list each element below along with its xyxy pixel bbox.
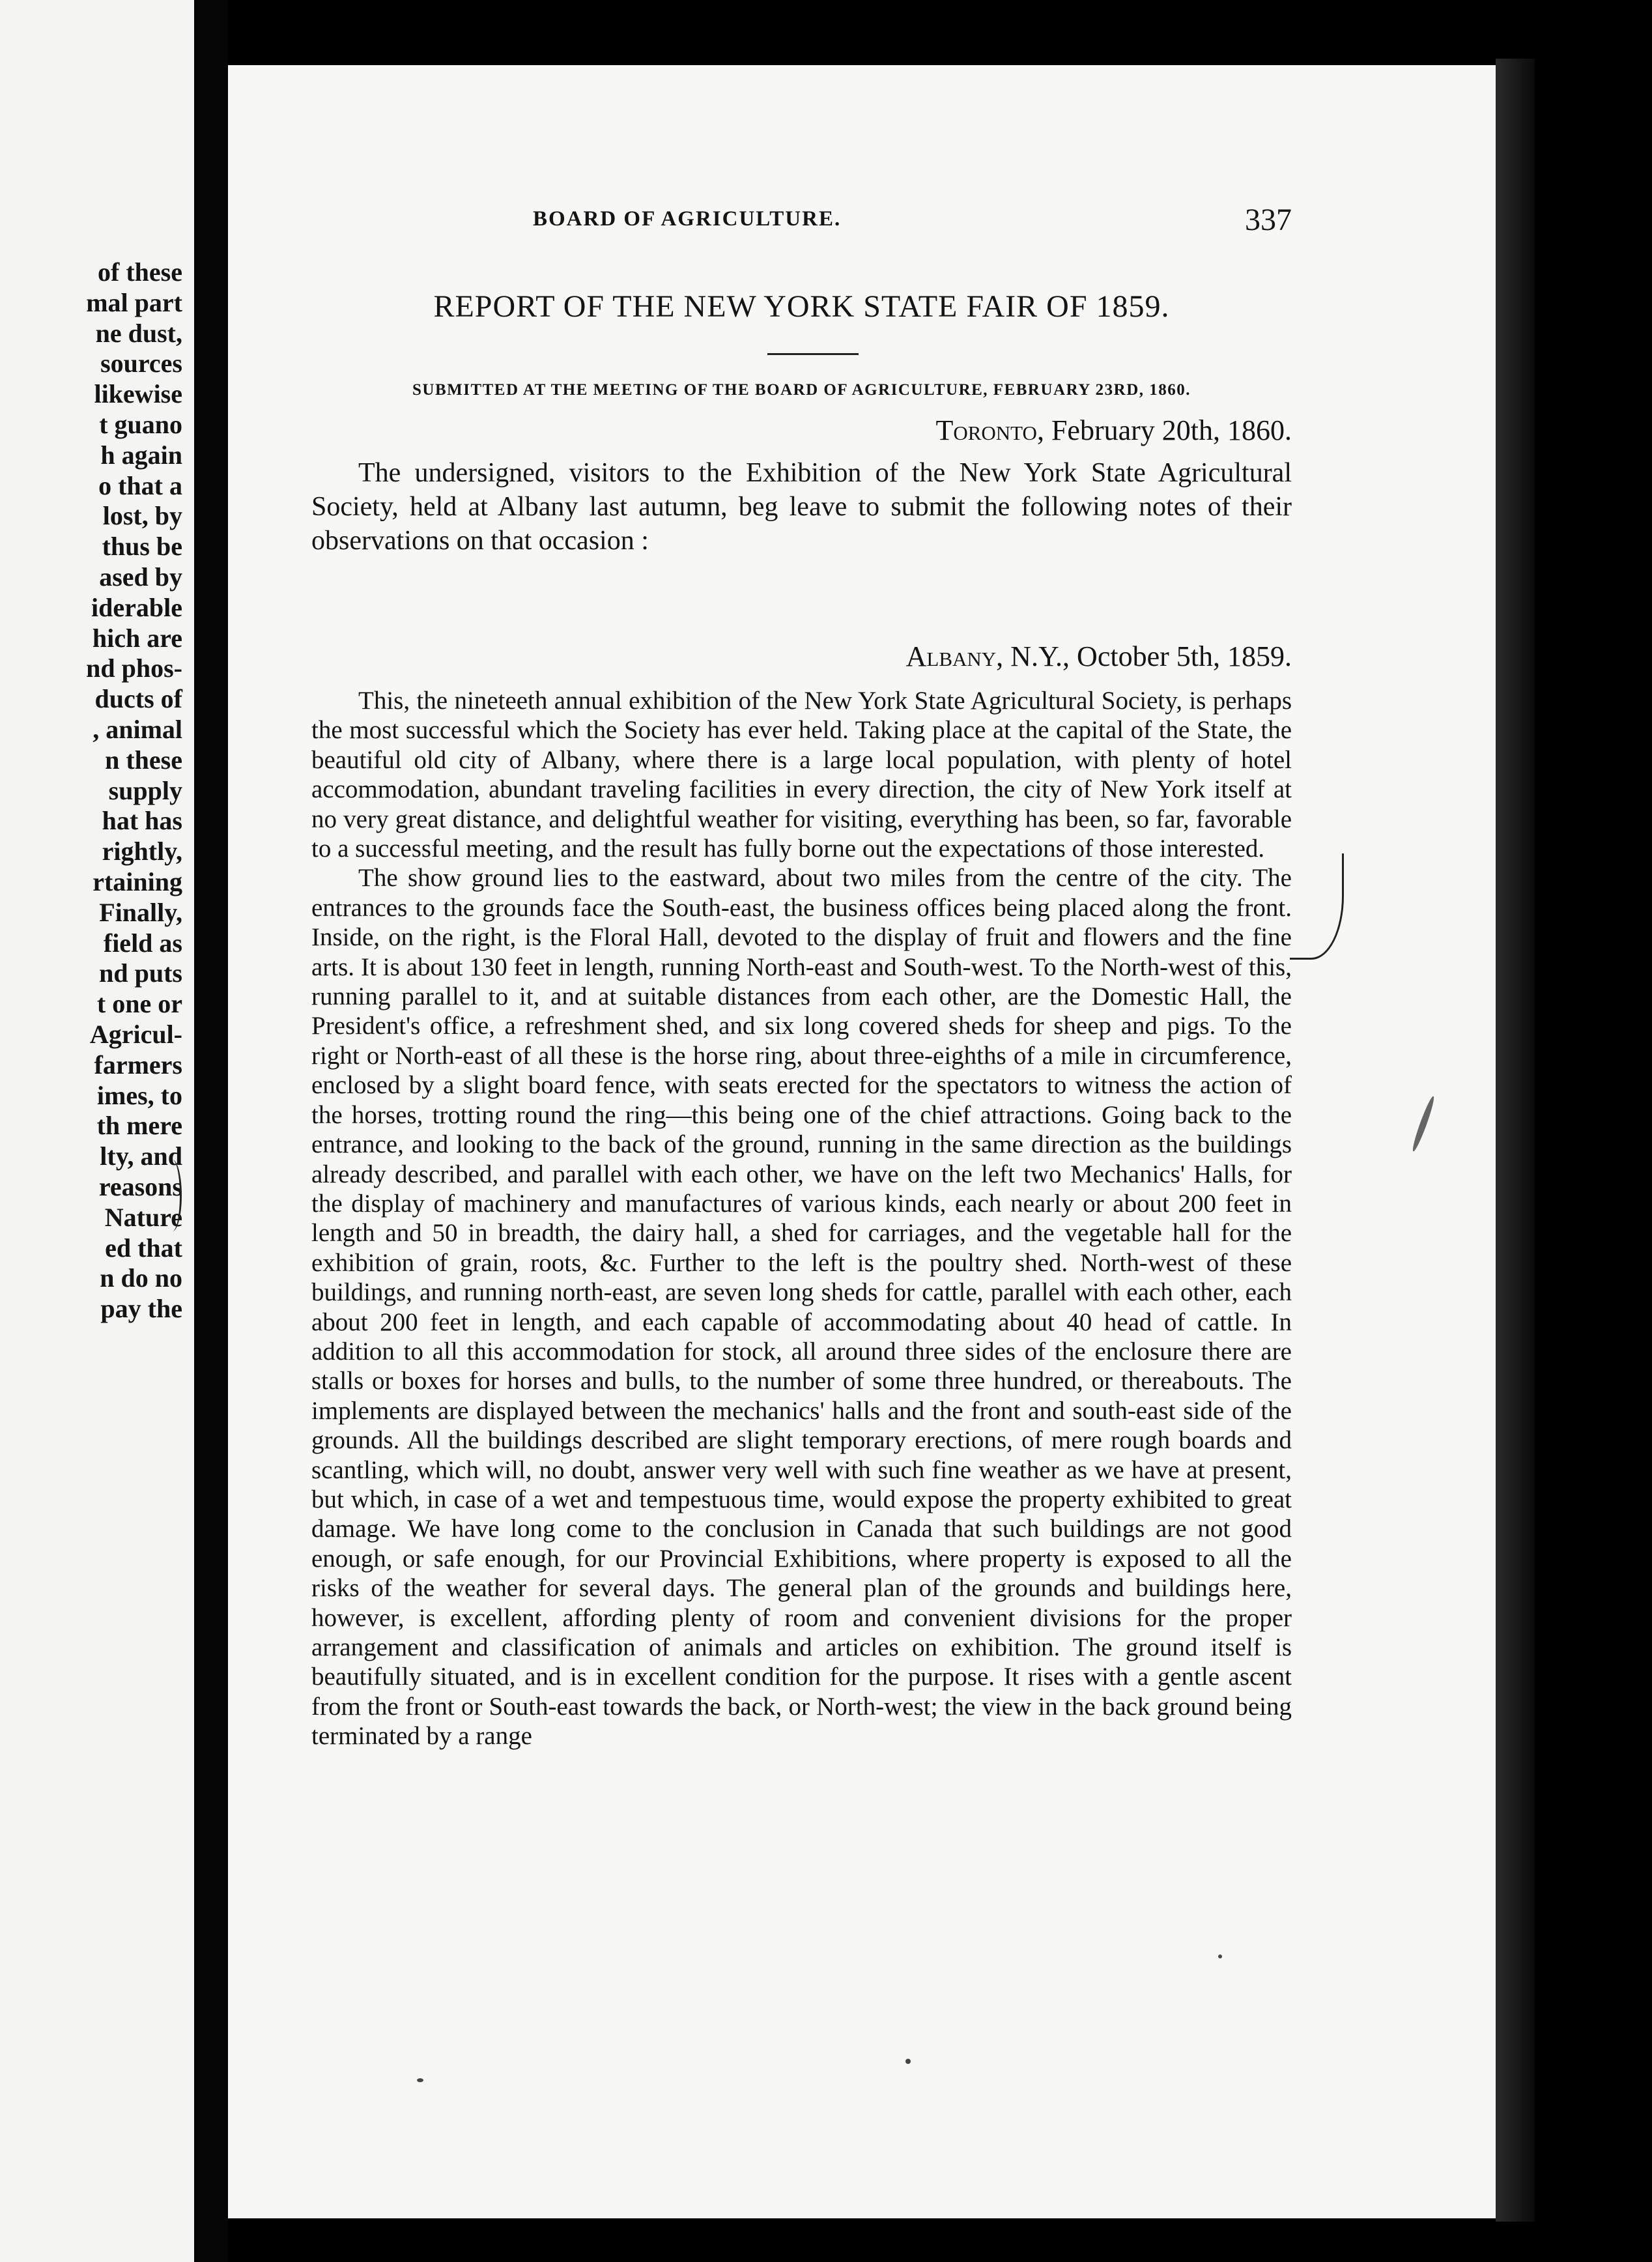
dateline-toronto: [935, 414, 1292, 447]
intro-text: The undersigned, visitors to the Exhibition of the New York State Agricultural Society, held at Albany last autumn, beg leave to submit the following notes of their observations on that occasion :: [311, 458, 1292, 556]
paragraph: This, the nineteeth annual exhibition of the New York State Agricultural Society, is perhaps the most successful which the Society has ever held. Taking place at the capital of the State, the beautiful old city of Albany, where there is a large local population, with plenty of hotel accommodation, abundant traveling facilities in every direction, the city of New York itself at no very great distance, and delightful weather for visiting, everything has been, so far, favorable to a successful meeting, and the result has fully borne out the expectations of those interested.: [311, 687, 1292, 863]
paragraph: The show ground lies to the eastward, about two miles from the centre of the city. The entrances to the grounds face the South-east, the business offices being placed along the front. Inside, on the right, is the Floral Hall, devoted to the display of fruit and flowers and the fine arts. It is about 130 feet in length, running North-east and South-west. To the North-west of this, running parallel to it, and at suitable distances from each other, are the Domestic Hall, the President's office, a refreshment shed, and six long covered sheds for sheep and pigs. To the right or North-east of all these is the horse ring, about three-eighths of a mile in circumference, enclosed by a slight board fence, with seats erected for the spectators to witness the action of the horses, trotting round the ring—this being one of the chief attractions. Going back to the entrance, and looking to the back of the ground, running in the same direction as the buildings already described, and parallel with each other, we have on the left two Mechanics' Halls, for the display of machinery and manufactures of various kinds, each nearly or about 200 feet in length and 50 in breadth, the dairy hall, a shed for carriages, and the vegetable hall for the exhibition of grain, roots, &c. Further to the left is the poultry shed. North-west of these buildings, and running north-east, are seven long sheds for cattle, parallel with each other, each about 200 feet in length, and each capable of accommodating about 40 head of cattle. In addition to all this accommodation for stock, all around three sides of the enclosure there are stalls or boxes for horses and bulls, to the number of some three hundred, or thereabouts. The implements are displayed between the mechanics' halls and the front and south-east side of the grounds. All the buildings described are slight temporary erections, of mere rough boards and scantling, which will, no doubt, answer very well with such fine weather as we have at present, but which, in case of a wet and tempestuous time, would expose the property exhibited to great damage. We have long come to the conclusion in Canada that such buildings are not good enough, or safe enough, for our Provincial Exhibitions, where property is exposed to all the risks of the weather for several days. The general plan of the grounds and buildings here, however, is excellent, affording plenty of room and convenient divisions for the proper arrangement and classification of animals and articles on exhibition. The ground itself is beautifully situated, and is in excellent condition for the purpose. It rises with a gentle ascent from the front or South-east towards the back, or North-west; the view in the back ground being terminated by a range: [311, 864, 1292, 1751]
intro-paragraph: [311, 456, 1292, 558]
dateline-place: Albany: [905, 640, 997, 672]
margin-pencil-mark: [163, 1160, 182, 1231]
right-page: [228, 65, 1496, 2218]
running-head-title: BOARD OF AGRICULTURE.: [533, 207, 842, 231]
book-gutter: [194, 0, 228, 2262]
submitted-note: SUBMITTED AT THE MEETING OF THE BOARD OF AGRICULTURE, FEBRUARY 23RD, 1860.: [412, 381, 1191, 399]
report-title: REPORT OF THE NEW YORK STATE FAIR OF 1859.: [433, 289, 1170, 324]
margin-pencil-mark: [1290, 853, 1344, 960]
dateline-place: Toronto: [935, 414, 1037, 446]
title-rule: [767, 353, 859, 355]
dateline-date: , N.Y., October 5th, 1859.: [996, 640, 1292, 672]
left-page-text-fragments: of these mal part ne dust, sources likewise t guano h again o that a lost, by thus be ased by iderable hich are nd phos- ducts of , animal n these supply hat has rightly, rtaining Finally, field as nd puts t one or Agricul- farmers imes, to th mere lty, and reasons Nature ed that n do no pay the: [86, 257, 182, 1324]
dateline-albany: [906, 640, 1292, 673]
dateline-date: , February 20th, 1860.: [1036, 414, 1292, 446]
running-head: [311, 203, 1292, 246]
report-body: [311, 686, 1292, 1751]
left-page: [0, 0, 194, 2262]
page-edge-shadow: [1496, 59, 1535, 2222]
page-number: 337: [1245, 203, 1292, 237]
